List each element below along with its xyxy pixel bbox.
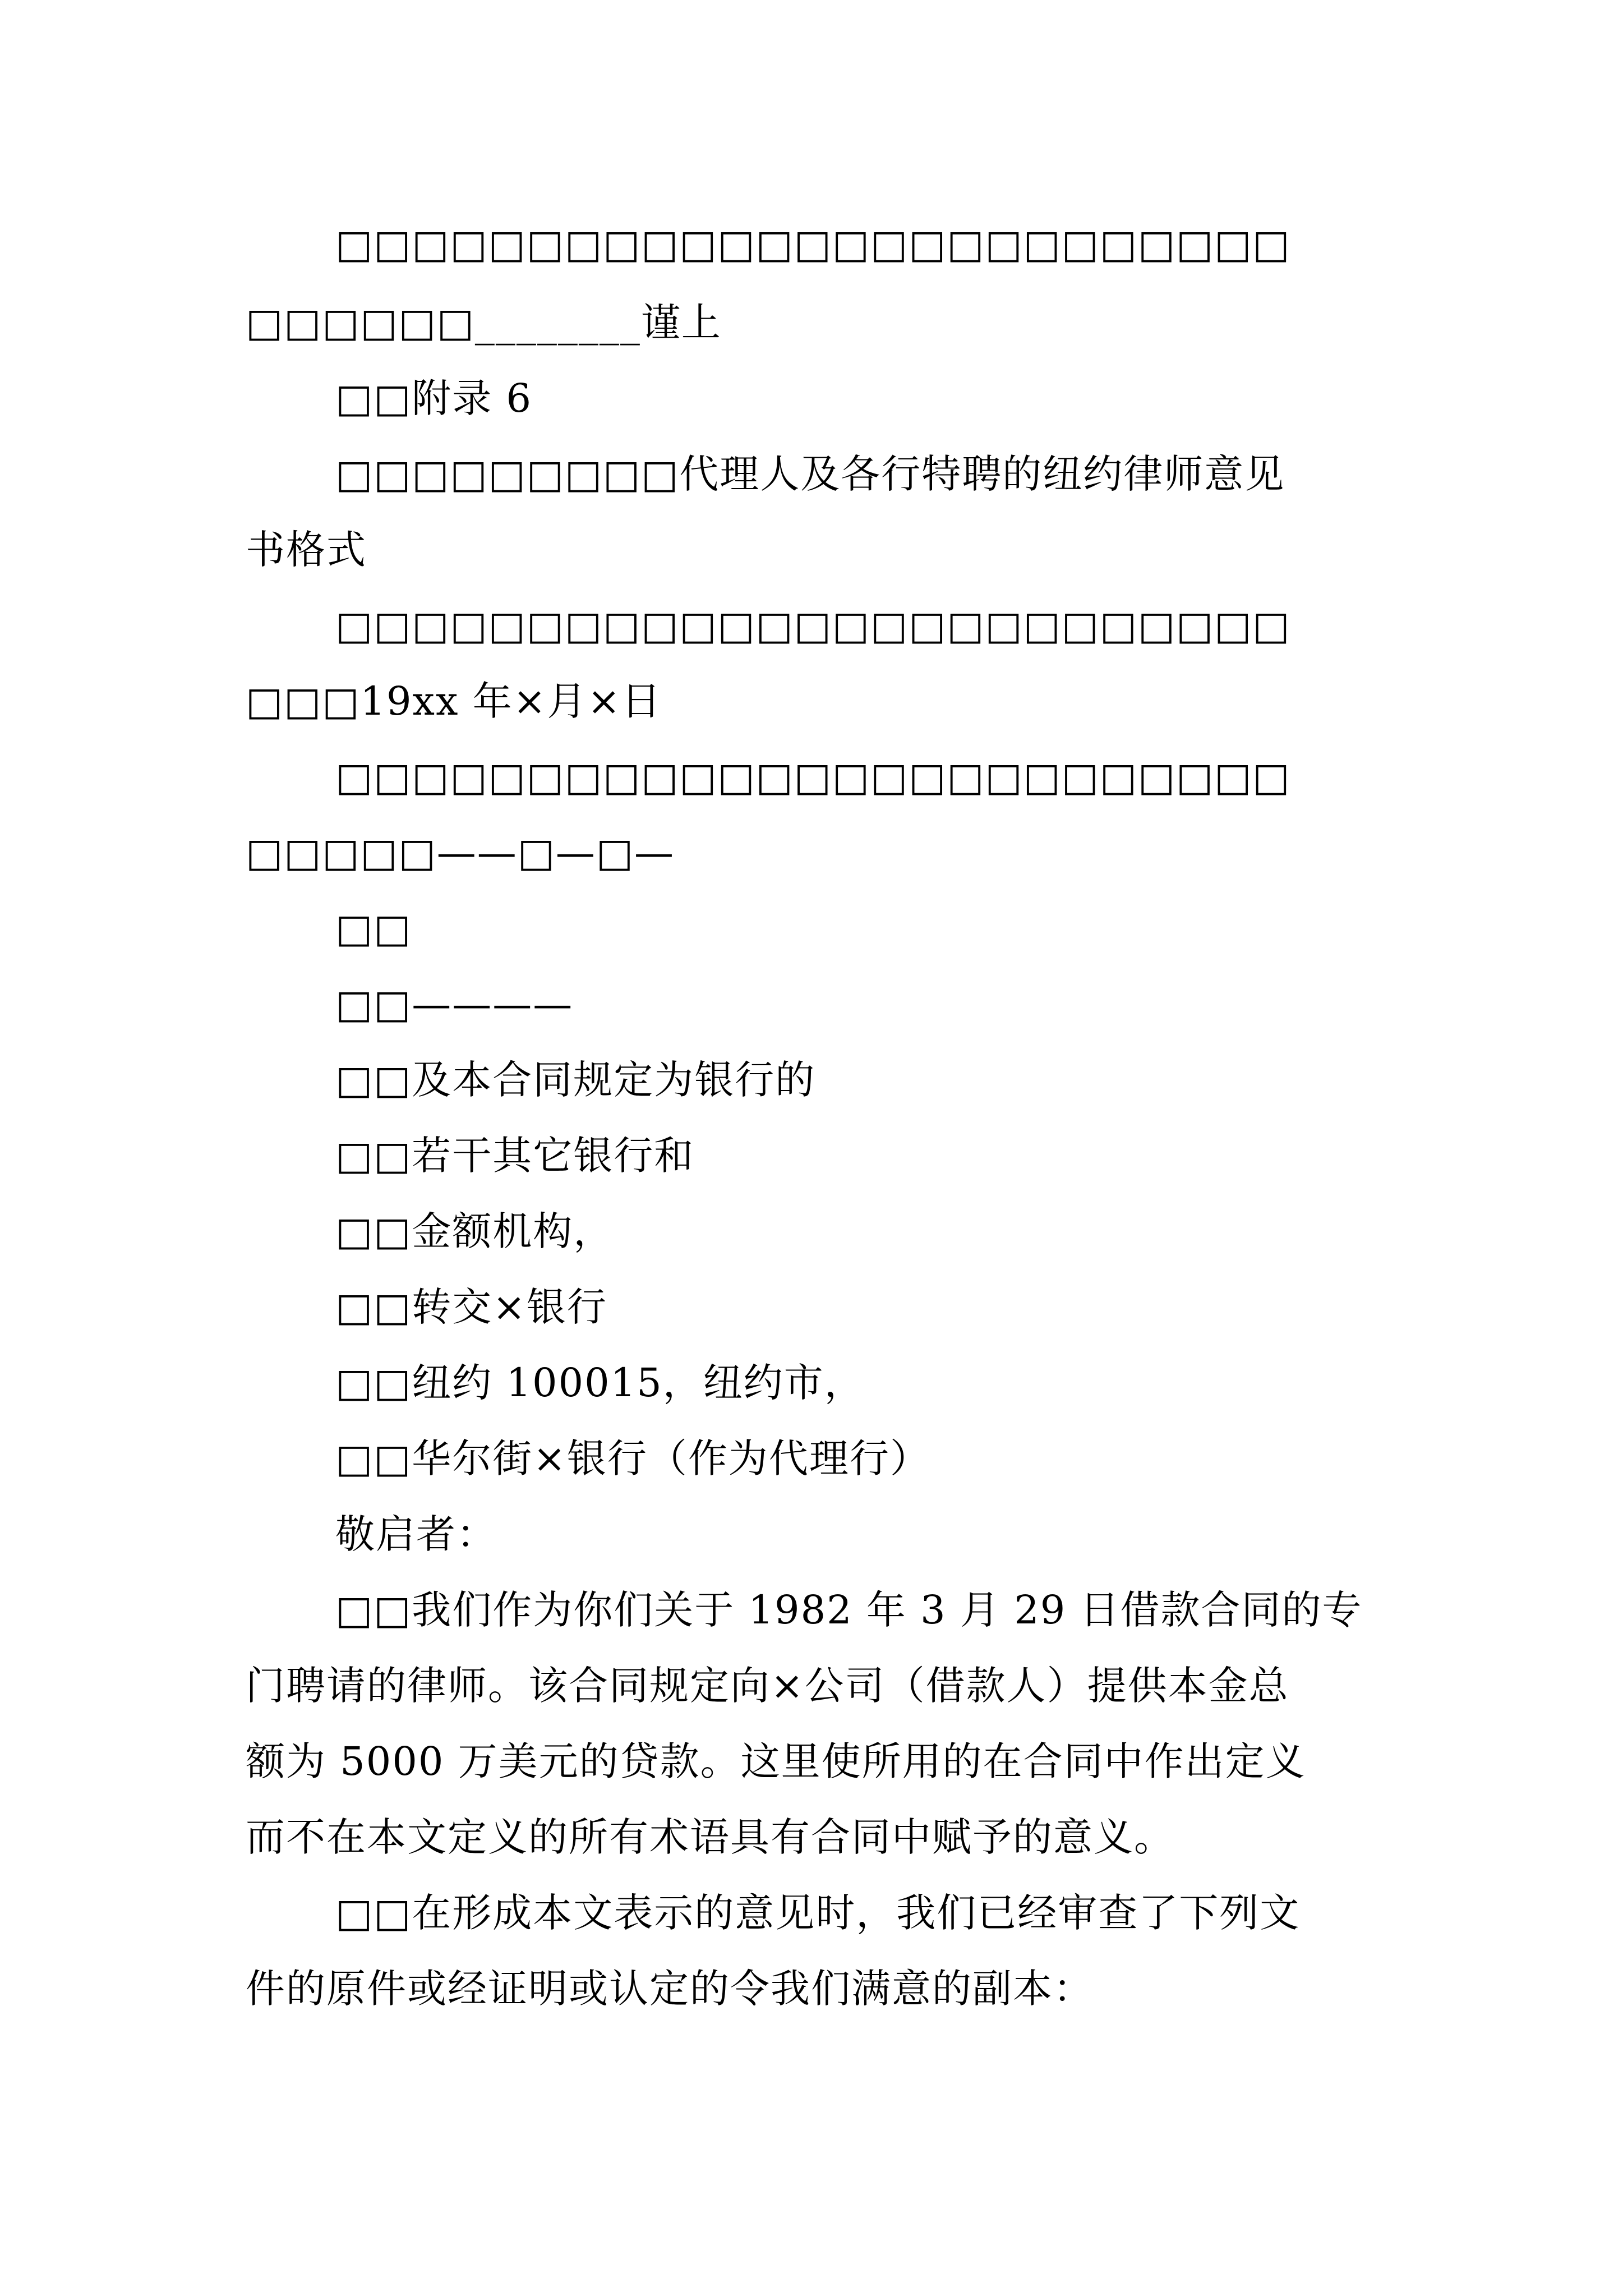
address-line-2: □□若干其它银行和: [335, 1133, 695, 1179]
body-paragraph-2-line-2: 件的原件或经证明或认定的令我们满意的副本：: [246, 1966, 1094, 2012]
appendix-heading: □□附录 6: [335, 375, 533, 421]
address-line-4: □□转交×银行: [335, 1284, 607, 1330]
text-line-8: □□□□□□□□□□□□□□□□□□□□□□□□□: [335, 754, 1291, 800]
body-paragraph-1-line-2: 门聘请的律师。该合同规定向×公司（借款人）提供本金总: [246, 1663, 1289, 1709]
text-line-1: □□□□□□□□□□□□□□□□□□□□□□□□□: [335, 221, 1291, 267]
address-line-6: □□华尔街×银行（作为代理行）: [335, 1435, 930, 1481]
salutation: 敬启者：: [335, 1511, 497, 1557]
text-line-2: □□□□□□________谨上: [246, 300, 722, 346]
text-line-10: □□: [335, 905, 412, 951]
date-line: □□□19xx 年×月×日: [246, 678, 662, 724]
body-paragraph-1-line-4: 而不在本文定义的所有术语具有合同中赋予的意义。: [246, 1814, 1174, 1860]
address-line-1: □□及本合同规定为银行的: [335, 1057, 816, 1103]
text-line-11: □□————: [335, 981, 574, 1027]
body-paragraph-1-line-3: 额为 5000 万美元的贷款。这里使所用的在合同中作出定义: [246, 1738, 1306, 1784]
address-line-5: □□纽约 100015，纽约市，: [335, 1360, 865, 1406]
title-line-2: 书格式: [246, 527, 367, 573]
body-paragraph-2-line-1: □□在形成本文表示的意见时，我们已经审查了下列文: [335, 1890, 1301, 1936]
text-line-9: □□□□□——□—□—: [246, 830, 675, 876]
title-line-1: □□□□□□□□□代理人及各行特聘的纽约律师意见: [335, 451, 1285, 497]
address-line-3: □□金额机构，: [335, 1208, 614, 1254]
text-line-6: □□□□□□□□□□□□□□□□□□□□□□□□□: [335, 602, 1291, 648]
body-paragraph-1-line-1: □□我们作为你们关于 1982 年 3 月 29 日借款合同的专: [335, 1587, 1363, 1633]
